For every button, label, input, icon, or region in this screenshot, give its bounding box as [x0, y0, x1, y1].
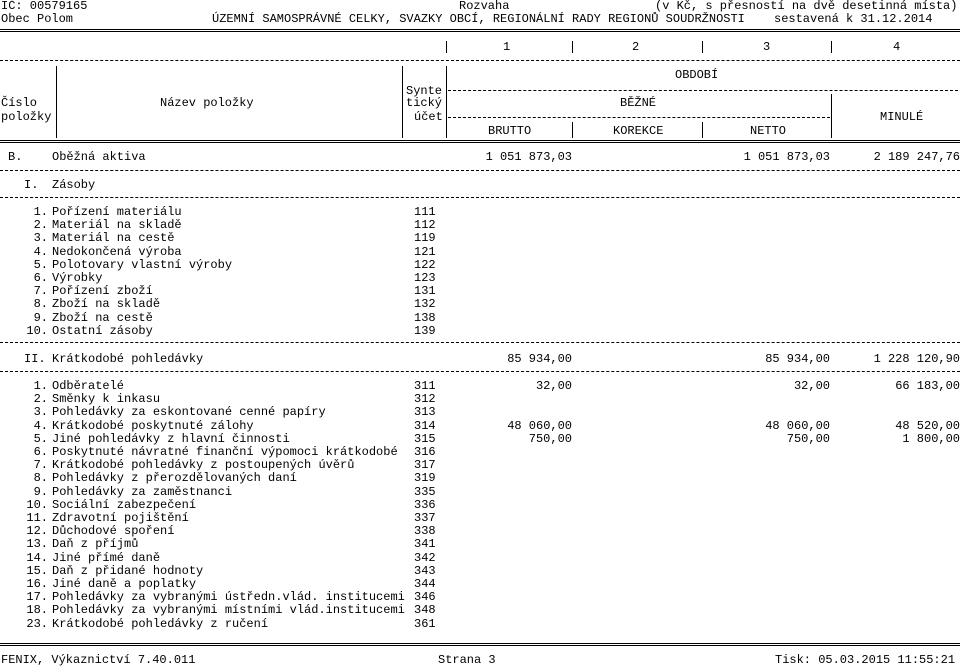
column-divider: [402, 66, 403, 138]
item-name: Pořízení zboží: [52, 284, 153, 299]
correction-header: KOREKCE: [613, 124, 664, 138]
item-name: Poskytnuté návratné finanční výpomoci krátkodobé: [52, 445, 398, 459]
section-label: Zásoby: [52, 178, 96, 192]
dashed-rule: [448, 90, 958, 91]
item-name: Pořízení materiálu: [52, 205, 182, 219]
column-divider: [446, 66, 447, 138]
netto-value: 48 060,00: [765, 418, 830, 433]
table-row: [0, 325, 960, 338]
item-number: 13.: [26, 537, 48, 552]
section-label: Oběžná aktiva: [52, 150, 146, 164]
account-number: 344: [414, 577, 436, 591]
table-row: [0, 618, 960, 631]
print-timestamp: Tisk: 05.03.2015 11:55:21: [775, 653, 956, 667]
item-number: 6.: [33, 271, 48, 285]
dashed-rule: [0, 197, 960, 198]
brutto-value: 48 060,00: [507, 418, 572, 433]
section-code: I.: [24, 178, 39, 192]
netto-value: 1 051 873,03: [743, 150, 830, 164]
account-number: 138: [414, 310, 436, 325]
column-number-2: 2: [632, 40, 640, 54]
netto-value: 750,00: [786, 431, 830, 446]
column-divider: [702, 41, 703, 53]
account-number: 336: [414, 497, 436, 512]
account-number: 343: [414, 563, 436, 578]
account-number: 123: [414, 271, 436, 285]
previous-value: 1 228 120,90: [873, 352, 960, 366]
item-name: Směnky k inkasu: [52, 392, 161, 407]
table-row: [0, 552, 960, 565]
item-name: Odběratelé: [52, 379, 125, 393]
item-number: 2.: [33, 392, 48, 407]
column-divider: [572, 41, 573, 53]
page-number: Strana 3: [438, 653, 496, 667]
account-number: 132: [414, 297, 436, 312]
item-number: 23.: [26, 616, 48, 631]
period-header: OBDOBÍ: [675, 68, 719, 82]
item-number: 9.: [33, 310, 48, 325]
item-name: Výrobky: [52, 271, 103, 285]
account-number: 346: [414, 590, 436, 605]
column-divider: [702, 122, 703, 138]
account-number: 313: [414, 405, 436, 420]
item-number: 7.: [33, 284, 48, 299]
item-name: Materiál na cestě: [52, 231, 175, 246]
brutto-value: 1 051 873,03: [485, 150, 572, 164]
double-rule: [0, 29, 960, 32]
double-rule: [0, 140, 960, 143]
item-name: Zboží na skladě: [52, 297, 161, 312]
item-number: 14.: [26, 550, 48, 565]
section-code: II.: [24, 352, 46, 366]
table-row: [0, 232, 960, 245]
column-divider: [56, 66, 57, 138]
item-name: Jiné pohledávky z hlavní činnosti: [52, 431, 290, 446]
netto-value: 32,00: [793, 379, 830, 393]
item-name: Materiál na skladě: [52, 218, 182, 233]
table-row: [0, 246, 960, 259]
account-header: účet: [414, 110, 443, 124]
item-number: 15.: [26, 563, 48, 578]
item-number: 11.: [26, 511, 48, 525]
table-row: [0, 538, 960, 551]
item-name: Polotovary vlastní výroby: [52, 257, 233, 272]
account-number: 311: [414, 379, 436, 393]
netto-header: NETTO: [750, 124, 787, 138]
item-number: 1.: [33, 205, 48, 219]
current-header: BĚŽNÉ: [620, 96, 657, 110]
synthetic-header-2: tický: [406, 96, 443, 110]
item-name: Jiné daně a poplatky: [52, 577, 197, 591]
account-number: 121: [414, 244, 436, 259]
account-number: 119: [414, 231, 436, 246]
brutto-value: 32,00: [535, 379, 572, 393]
account-number: 316: [414, 445, 436, 459]
account-number: 361: [414, 616, 436, 631]
account-number: 314: [414, 418, 436, 433]
item-name: Zdravotní pojištění: [52, 511, 189, 525]
column-number-1: 1: [503, 40, 511, 54]
item-name: Sociální zabezpečení: [52, 497, 197, 512]
item-name: Krátkodobé pohledávky z ručení: [52, 616, 269, 631]
number-header-1: Číslo: [1, 96, 38, 110]
item-number: 4.: [33, 244, 48, 259]
table-row: [0, 272, 960, 285]
item-number: 1.: [33, 379, 48, 393]
item-number: 12.: [26, 524, 48, 539]
category-label: ÚZEMNÍ SAMOSPRÁVNÉ CELKY, SVAZKY OBCÍ, REGIONÁLNÍ RADY REGIONŮ SOUDRŽNOSTI: [212, 12, 745, 26]
section-row-b: [0, 151, 960, 164]
table-row: [0, 433, 960, 446]
item-name: Daň z přidané hodnoty: [52, 563, 204, 578]
item-name: Jiné přímé daně: [52, 550, 161, 565]
table-row: [0, 499, 960, 512]
column-divider: [831, 41, 832, 53]
previous-value: 2 189 247,76: [873, 150, 960, 164]
column-number-3: 3: [763, 40, 771, 54]
column-divider: [446, 41, 447, 53]
table-row: [0, 312, 960, 325]
previous-header: MINULÉ: [880, 110, 924, 124]
table-row: [0, 298, 960, 311]
item-name-header: Název položky: [160, 96, 254, 110]
item-number: 8.: [33, 297, 48, 312]
table-row: [0, 512, 960, 525]
account-number: 111: [414, 205, 436, 219]
item-number: 10.: [26, 497, 48, 512]
dashed-rule: [0, 60, 960, 61]
account-number: 315: [414, 431, 436, 446]
account-number: 319: [414, 471, 436, 486]
item-number: 9.: [33, 484, 48, 499]
item-number: 6.: [33, 445, 48, 459]
item-number: 4.: [33, 418, 48, 433]
table-row: [0, 259, 960, 272]
unit-note: (v Kč, s přesností na dvě desetinná místa): [655, 0, 958, 13]
item-number: 8.: [33, 471, 48, 486]
account-number: 312: [414, 392, 436, 407]
item-number: 17.: [26, 590, 48, 605]
table-row: [0, 420, 960, 433]
account-number: 131: [414, 284, 436, 299]
account-number: 317: [414, 458, 436, 473]
compiled-date: sestavená k 31.12.2014: [774, 12, 933, 26]
table-row: [0, 219, 960, 232]
item-number: 3.: [33, 231, 48, 246]
number-header-2: položky: [1, 110, 52, 124]
account-number: 335: [414, 484, 436, 499]
table-row: [0, 285, 960, 298]
table-row: [0, 406, 960, 419]
item-name: Krátkodobé pohledávky z postoupených úvěrů: [52, 458, 355, 473]
brutto-value: 85 934,00: [507, 352, 572, 366]
item-name: Pohledávky z přerozdělovaných daní: [52, 471, 297, 486]
section-label: Krátkodobé pohledávky: [52, 352, 204, 366]
previous-value: 48 520,00: [895, 418, 960, 433]
item-name: Daň z příjmů: [52, 537, 139, 552]
account-number: 341: [414, 537, 436, 552]
table-row: [0, 393, 960, 406]
previous-value: 66 183,00: [895, 379, 960, 393]
item-number: 18.: [26, 603, 48, 618]
column-divider: [572, 122, 573, 138]
item-number: 3.: [33, 405, 48, 420]
account-number: 338: [414, 524, 436, 539]
table-row: [0, 604, 960, 617]
table-row: [0, 459, 960, 472]
table-row: [0, 565, 960, 578]
table-row: [0, 380, 960, 393]
section-row-ii: [0, 353, 960, 366]
column-divider: [831, 94, 832, 138]
item-number: 16.: [26, 577, 48, 591]
section-row-i: [0, 179, 960, 192]
table-row: [0, 472, 960, 485]
brutto-value: 750,00: [528, 431, 572, 446]
table-row: [0, 578, 960, 591]
netto-value: 85 934,00: [765, 352, 830, 366]
table-row: [0, 446, 960, 459]
table-row: [0, 486, 960, 499]
column-number-4: 4: [893, 40, 901, 54]
account-number: 337: [414, 511, 436, 525]
item-number: 2.: [33, 218, 48, 233]
item-name: Pohledávky za vybranými místními vlád.institucemi: [52, 603, 405, 618]
account-number: 122: [414, 257, 436, 272]
table-row: [0, 206, 960, 219]
table-row: [0, 525, 960, 538]
item-name: Ostatní zásoby: [52, 323, 153, 338]
item-number: 7.: [33, 458, 48, 473]
double-rule: [0, 643, 960, 646]
item-number: 5.: [33, 431, 48, 446]
software-version: FENIX, Výkaznictví 7.40.011: [1, 653, 196, 667]
dashed-rule: [0, 371, 960, 372]
report-title: Rozvaha: [459, 0, 510, 13]
item-number: 10.: [26, 323, 48, 338]
synthetic-header-1: Synte: [406, 84, 443, 98]
account-number: 342: [414, 550, 436, 565]
account-number: 348: [414, 603, 436, 618]
dashed-rule: [448, 117, 830, 118]
ico-label: IČ: 00579165: [1, 0, 88, 13]
item-name: Nedokončená výroba: [52, 244, 182, 259]
municipality-name: Obec Polom: [1, 12, 74, 26]
account-number: 139: [414, 323, 436, 338]
item-name: Důchodové spoření: [52, 524, 175, 539]
item-number: 5.: [33, 257, 48, 272]
dashed-rule: [0, 342, 960, 343]
brutto-header: BRUTTO: [488, 124, 532, 138]
section-code: B.: [8, 150, 23, 164]
item-name: Zboží na cestě: [52, 310, 153, 325]
item-name: Pohledávky za eskontované cenné papíry: [52, 405, 326, 420]
item-name: Pohledávky za zaměstnanci: [52, 484, 233, 499]
item-name: Pohledávky za vybranými ústředn.vlád. institucemi: [52, 590, 405, 605]
table-row: [0, 591, 960, 604]
dashed-rule: [0, 170, 960, 171]
item-name: Krátkodobé poskytnuté zálohy: [52, 418, 254, 433]
account-number: 112: [414, 218, 436, 233]
previous-value: 1 800,00: [902, 431, 960, 446]
